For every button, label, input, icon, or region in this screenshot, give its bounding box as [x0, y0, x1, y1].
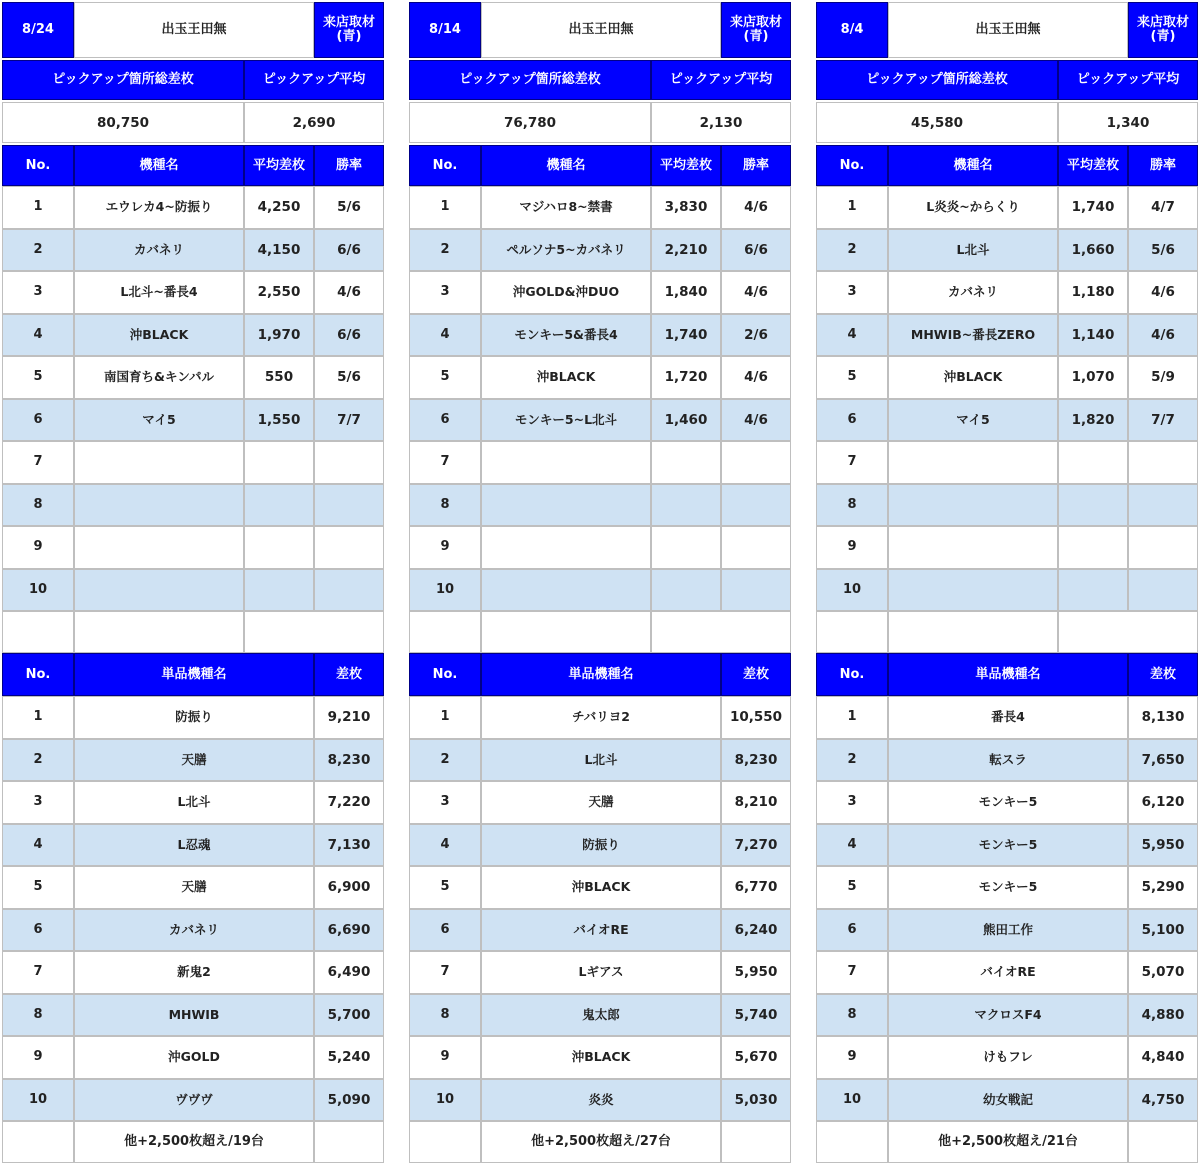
- model-row-no: 7: [409, 441, 481, 484]
- model-row-name: マイ5: [888, 399, 1058, 442]
- single-row-diff: 8,210: [721, 781, 791, 824]
- pickup-avg-label: ピックアップ平均: [651, 60, 791, 100]
- single-row-name: モンキー5: [888, 824, 1128, 867]
- single-row-name: 沖BLACK: [481, 866, 721, 909]
- model-row-avg-diff: 1,840: [651, 271, 721, 314]
- model-row-win-rate: 6/6: [314, 229, 384, 272]
- model-row-no: 5: [2, 356, 74, 399]
- date-cell: 8/24: [2, 2, 74, 58]
- model-row-name: [888, 569, 1058, 612]
- model-row-no: 9: [2, 526, 74, 569]
- visit-tag-cell: 来店取材 (青): [721, 2, 791, 58]
- single-row-no: 2: [2, 739, 74, 782]
- model-row-win-rate: 7/7: [314, 399, 384, 442]
- single-row-no: 2: [409, 739, 481, 782]
- col-header-win-rate: 勝率: [721, 145, 791, 186]
- single-row-diff: 7,270: [721, 824, 791, 867]
- single-row-name: ヴヴヴ: [74, 1079, 314, 1122]
- model-row-avg-diff: [244, 526, 314, 569]
- model-row-no: 6: [409, 399, 481, 442]
- single-row-diff: 6,900: [314, 866, 384, 909]
- col-header-no: No.: [2, 145, 74, 186]
- single-row-diff: 6,490: [314, 951, 384, 994]
- model-row-win-rate: 4/6: [1128, 314, 1198, 357]
- model-row-avg-diff: 4,250: [244, 186, 314, 229]
- col-header-diff: 差枚: [314, 653, 384, 696]
- single-row-diff: 9,210: [314, 696, 384, 739]
- total-diff-value: 80,750: [2, 102, 244, 143]
- single-row-no: 8: [2, 994, 74, 1037]
- model-row-name: [74, 569, 244, 612]
- single-row-name: L北斗: [481, 739, 721, 782]
- model-row-no: 8: [2, 484, 74, 527]
- model-row-avg-diff: [1058, 526, 1128, 569]
- footer-blank: [721, 1121, 791, 1163]
- single-row-name: 天膳: [74, 866, 314, 909]
- model-row-name: MHWIB~番長ZERO: [888, 314, 1058, 357]
- single-row-diff: 6,240: [721, 909, 791, 952]
- model-row-win-rate: 5/6: [1128, 229, 1198, 272]
- model-row-no: 2: [816, 229, 888, 272]
- model-row-avg-diff: [651, 441, 721, 484]
- footer-blank: [816, 1121, 888, 1163]
- col-header-model: 機種名: [74, 145, 244, 186]
- model-row-name: モンキー5~L北斗: [481, 399, 651, 442]
- model-row-no: 2: [409, 229, 481, 272]
- model-row-win-rate: [721, 441, 791, 484]
- model-row-no: 4: [409, 314, 481, 357]
- model-row-win-rate: 4/6: [314, 271, 384, 314]
- model-row-no: 6: [816, 399, 888, 442]
- model-row-no: 7: [816, 441, 888, 484]
- model-row-win-rate: 4/7: [1128, 186, 1198, 229]
- model-row-avg-diff: 1,740: [651, 314, 721, 357]
- model-row-no: 10: [2, 569, 74, 612]
- model-row-name: L北斗: [888, 229, 1058, 272]
- model-row-no: 8: [816, 484, 888, 527]
- model-row-avg-diff: [651, 569, 721, 612]
- single-row-diff: 5,290: [1128, 866, 1198, 909]
- model-row-win-rate: 4/6: [721, 356, 791, 399]
- single-row-no: 4: [2, 824, 74, 867]
- model-row-name: [888, 484, 1058, 527]
- model-row-name: [481, 569, 651, 612]
- model-row-win-rate: [721, 484, 791, 527]
- model-row-avg-diff: 1,740: [1058, 186, 1128, 229]
- model-row-win-rate: [1128, 569, 1198, 612]
- model-row-win-rate: [314, 526, 384, 569]
- model-row-no: 3: [816, 271, 888, 314]
- single-row-diff: 8,130: [1128, 696, 1198, 739]
- spacer-cell: [888, 611, 1058, 653]
- pickup-avg-value: 2,690: [244, 102, 384, 143]
- footer-summary: 他+2,500枚超え/27台: [481, 1121, 721, 1163]
- total-diff-label: ピックアップ箇所総差枚: [816, 60, 1058, 100]
- single-row-no: 7: [2, 951, 74, 994]
- footer-blank: [409, 1121, 481, 1163]
- footer-summary: 他+2,500枚超え/19台: [74, 1121, 314, 1163]
- col-header-model: 機種名: [481, 145, 651, 186]
- model-row-win-rate: 2/6: [721, 314, 791, 357]
- model-row-avg-diff: 1,550: [244, 399, 314, 442]
- date-cell: 8/14: [409, 2, 481, 58]
- single-row-no: 10: [2, 1079, 74, 1122]
- model-row-win-rate: 4/6: [721, 186, 791, 229]
- model-row-name: マジハロ8~禁書: [481, 186, 651, 229]
- model-row-win-rate: 6/6: [314, 314, 384, 357]
- model-row-name: カバネリ: [74, 229, 244, 272]
- single-row-no: 5: [816, 866, 888, 909]
- store-name-cell: 出玉王田無: [481, 2, 721, 58]
- model-row-name: カバネリ: [888, 271, 1058, 314]
- model-row-avg-diff: 550: [244, 356, 314, 399]
- model-row-win-rate: 7/7: [1128, 399, 1198, 442]
- model-row-win-rate: 5/9: [1128, 356, 1198, 399]
- model-row-name: [74, 441, 244, 484]
- spacer-cell: [1058, 611, 1198, 653]
- single-row-name: 沖BLACK: [481, 1036, 721, 1079]
- single-row-no: 4: [816, 824, 888, 867]
- store-name-cell: 出玉王田無: [888, 2, 1128, 58]
- model-row-avg-diff: 3,830: [651, 186, 721, 229]
- model-row-name: [888, 526, 1058, 569]
- model-row-avg-diff: [651, 526, 721, 569]
- model-row-no: 3: [409, 271, 481, 314]
- single-row-diff: 5,700: [314, 994, 384, 1037]
- model-row-no: 10: [409, 569, 481, 612]
- col-header-single-model: 単品機種名: [481, 653, 721, 696]
- single-row-name: チバリヨ2: [481, 696, 721, 739]
- single-row-diff: 4,750: [1128, 1079, 1198, 1122]
- single-row-name: バイオRE: [481, 909, 721, 952]
- model-row-avg-diff: 4,150: [244, 229, 314, 272]
- footer-summary: 他+2,500枚超え/21台: [888, 1121, 1128, 1163]
- single-row-name: バイオRE: [888, 951, 1128, 994]
- col-header-single-model: 単品機種名: [888, 653, 1128, 696]
- single-row-no: 6: [409, 909, 481, 952]
- col-header-single-model: 単品機種名: [74, 653, 314, 696]
- spacer-cell: [244, 611, 384, 653]
- single-row-no: 8: [409, 994, 481, 1037]
- model-row-avg-diff: [244, 569, 314, 612]
- model-row-win-rate: [1128, 484, 1198, 527]
- model-row-avg-diff: 1,970: [244, 314, 314, 357]
- model-row-no: 8: [409, 484, 481, 527]
- single-row-name: モンキー5: [888, 781, 1128, 824]
- model-row-win-rate: [1128, 441, 1198, 484]
- model-row-win-rate: [314, 569, 384, 612]
- single-row-no: 4: [409, 824, 481, 867]
- model-row-name: [481, 526, 651, 569]
- col-header-no: No.: [409, 653, 481, 696]
- model-row-name: L北斗~番長4: [74, 271, 244, 314]
- spacer-cell: [409, 611, 481, 653]
- single-row-name: 転スラ: [888, 739, 1128, 782]
- single-row-name: 天膳: [481, 781, 721, 824]
- model-row-avg-diff: 2,550: [244, 271, 314, 314]
- model-row-avg-diff: 1,820: [1058, 399, 1128, 442]
- single-row-name: けもフレ: [888, 1036, 1128, 1079]
- footer-blank: [2, 1121, 74, 1163]
- single-row-diff: 6,120: [1128, 781, 1198, 824]
- single-row-no: 3: [816, 781, 888, 824]
- single-row-no: 9: [409, 1036, 481, 1079]
- single-row-name: 天膳: [74, 739, 314, 782]
- single-row-name: 番長4: [888, 696, 1128, 739]
- single-row-name: Lギアス: [481, 951, 721, 994]
- single-row-name: 熊田工作: [888, 909, 1128, 952]
- model-row-avg-diff: 1,180: [1058, 271, 1128, 314]
- visit-tag-cell: 来店取材 (青): [1128, 2, 1198, 58]
- single-row-name: L忍魂: [74, 824, 314, 867]
- model-row-win-rate: [1128, 526, 1198, 569]
- single-row-no: 8: [816, 994, 888, 1037]
- single-row-diff: 8,230: [314, 739, 384, 782]
- total-diff-value: 45,580: [816, 102, 1058, 143]
- model-row-avg-diff: 1,140: [1058, 314, 1128, 357]
- model-row-name: [481, 441, 651, 484]
- single-row-no: 5: [2, 866, 74, 909]
- col-header-avg-diff: 平均差枚: [244, 145, 314, 186]
- col-header-no: No.: [816, 653, 888, 696]
- single-row-diff: 7,220: [314, 781, 384, 824]
- model-row-win-rate: 4/6: [1128, 271, 1198, 314]
- model-row-name: ペルソナ5~カバネリ: [481, 229, 651, 272]
- single-row-diff: 5,090: [314, 1079, 384, 1122]
- model-row-avg-diff: [1058, 441, 1128, 484]
- model-row-avg-diff: 1,720: [651, 356, 721, 399]
- single-row-no: 10: [816, 1079, 888, 1122]
- col-header-no: No.: [816, 145, 888, 186]
- model-row-name: 沖BLACK: [888, 356, 1058, 399]
- spacer-cell: [74, 611, 244, 653]
- single-row-name: MHWIB: [74, 994, 314, 1037]
- single-row-no: 9: [2, 1036, 74, 1079]
- single-row-diff: 5,240: [314, 1036, 384, 1079]
- single-row-diff: 6,690: [314, 909, 384, 952]
- col-header-avg-diff: 平均差枚: [1058, 145, 1128, 186]
- single-row-no: 7: [816, 951, 888, 994]
- single-row-no: 1: [816, 696, 888, 739]
- single-row-diff: 5,950: [1128, 824, 1198, 867]
- model-row-win-rate: [314, 484, 384, 527]
- single-row-name: 炎炎: [481, 1079, 721, 1122]
- spacer-cell: [481, 611, 651, 653]
- single-row-diff: 7,130: [314, 824, 384, 867]
- single-row-no: 9: [816, 1036, 888, 1079]
- model-row-avg-diff: [1058, 484, 1128, 527]
- model-row-no: 9: [816, 526, 888, 569]
- col-header-win-rate: 勝率: [1128, 145, 1198, 186]
- model-row-no: 10: [816, 569, 888, 612]
- model-row-no: 5: [409, 356, 481, 399]
- footer-blank: [1128, 1121, 1198, 1163]
- single-row-no: 6: [816, 909, 888, 952]
- model-row-no: 6: [2, 399, 74, 442]
- model-row-win-rate: [314, 441, 384, 484]
- single-row-diff: 5,100: [1128, 909, 1198, 952]
- model-row-no: 5: [816, 356, 888, 399]
- single-row-diff: 10,550: [721, 696, 791, 739]
- model-row-no: 4: [2, 314, 74, 357]
- total-diff-label: ピックアップ箇所総差枚: [2, 60, 244, 100]
- model-row-no: 1: [2, 186, 74, 229]
- footer-blank: [314, 1121, 384, 1163]
- model-row-no: 7: [2, 441, 74, 484]
- single-row-diff: 8,230: [721, 739, 791, 782]
- single-row-no: 2: [816, 739, 888, 782]
- model-row-no: 1: [409, 186, 481, 229]
- single-row-name: 防振り: [481, 824, 721, 867]
- pickup-avg-label: ピックアップ平均: [244, 60, 384, 100]
- col-header-diff: 差枚: [1128, 653, 1198, 696]
- single-row-no: 7: [409, 951, 481, 994]
- single-row-no: 5: [409, 866, 481, 909]
- model-row-name: 沖GOLD&沖DUO: [481, 271, 651, 314]
- single-row-name: 新鬼2: [74, 951, 314, 994]
- model-row-name: [74, 526, 244, 569]
- single-row-no: 3: [409, 781, 481, 824]
- model-row-avg-diff: [1058, 569, 1128, 612]
- model-row-avg-diff: 1,070: [1058, 356, 1128, 399]
- model-row-win-rate: 5/6: [314, 356, 384, 399]
- col-header-avg-diff: 平均差枚: [651, 145, 721, 186]
- pickup-avg-value: 2,130: [651, 102, 791, 143]
- model-row-win-rate: [721, 526, 791, 569]
- model-row-name: エウレカ4~防振り: [74, 186, 244, 229]
- col-header-diff: 差枚: [721, 653, 791, 696]
- report-panel: [816, 0, 1198, 1167]
- model-row-win-rate: 5/6: [314, 186, 384, 229]
- single-row-name: L北斗: [74, 781, 314, 824]
- single-row-name: モンキー5: [888, 866, 1128, 909]
- model-row-name: 沖BLACK: [74, 314, 244, 357]
- col-header-no: No.: [409, 145, 481, 186]
- report-panel: [2, 0, 384, 1167]
- single-row-no: 10: [409, 1079, 481, 1122]
- single-row-name: 防振り: [74, 696, 314, 739]
- model-row-avg-diff: [244, 441, 314, 484]
- pickup-avg-value: 1,340: [1058, 102, 1198, 143]
- model-row-name: 沖BLACK: [481, 356, 651, 399]
- model-row-no: 3: [2, 271, 74, 314]
- model-row-name: [481, 484, 651, 527]
- single-row-diff: 5,740: [721, 994, 791, 1037]
- single-row-diff: 5,670: [721, 1036, 791, 1079]
- model-row-no: 9: [409, 526, 481, 569]
- model-row-no: 2: [2, 229, 74, 272]
- visit-tag-cell: 来店取材 (青): [314, 2, 384, 58]
- model-row-no: 4: [816, 314, 888, 357]
- total-diff-label: ピックアップ箇所総差枚: [409, 60, 651, 100]
- total-diff-value: 76,780: [409, 102, 651, 143]
- single-row-diff: 5,030: [721, 1079, 791, 1122]
- model-row-avg-diff: [651, 484, 721, 527]
- single-row-no: 3: [2, 781, 74, 824]
- model-row-win-rate: 4/6: [721, 399, 791, 442]
- store-name-cell: 出玉王田無: [74, 2, 314, 58]
- model-row-avg-diff: 2,210: [651, 229, 721, 272]
- model-row-name: モンキー5&番長4: [481, 314, 651, 357]
- single-row-diff: 4,840: [1128, 1036, 1198, 1079]
- spacer-cell: [2, 611, 74, 653]
- single-row-diff: 6,770: [721, 866, 791, 909]
- model-row-name: 南国育ち&キンパル: [74, 356, 244, 399]
- model-row-win-rate: 4/6: [721, 271, 791, 314]
- single-row-no: 1: [409, 696, 481, 739]
- single-row-diff: 5,950: [721, 951, 791, 994]
- single-row-no: 1: [2, 696, 74, 739]
- model-row-avg-diff: [244, 484, 314, 527]
- col-header-win-rate: 勝率: [314, 145, 384, 186]
- model-row-name: [888, 441, 1058, 484]
- col-header-model: 機種名: [888, 145, 1058, 186]
- single-row-name: 鬼太郎: [481, 994, 721, 1037]
- model-row-win-rate: [721, 569, 791, 612]
- spacer-cell: [651, 611, 791, 653]
- single-row-name: カバネリ: [74, 909, 314, 952]
- single-row-diff: 7,650: [1128, 739, 1198, 782]
- report-panel: [409, 0, 791, 1167]
- model-row-no: 1: [816, 186, 888, 229]
- date-cell: 8/4: [816, 2, 888, 58]
- model-row-name: [74, 484, 244, 527]
- model-row-avg-diff: 1,460: [651, 399, 721, 442]
- model-row-name: マイ5: [74, 399, 244, 442]
- single-row-diff: 5,070: [1128, 951, 1198, 994]
- model-row-name: L炎炎~からくり: [888, 186, 1058, 229]
- spacer-cell: [816, 611, 888, 653]
- single-row-name: マクロスF4: [888, 994, 1128, 1037]
- single-row-no: 6: [2, 909, 74, 952]
- single-row-name: 沖GOLD: [74, 1036, 314, 1079]
- single-row-diff: 4,880: [1128, 994, 1198, 1037]
- col-header-no: No.: [2, 653, 74, 696]
- model-row-avg-diff: 1,660: [1058, 229, 1128, 272]
- pickup-avg-label: ピックアップ平均: [1058, 60, 1198, 100]
- single-row-name: 幼女戦記: [888, 1079, 1128, 1122]
- model-row-win-rate: 6/6: [721, 229, 791, 272]
